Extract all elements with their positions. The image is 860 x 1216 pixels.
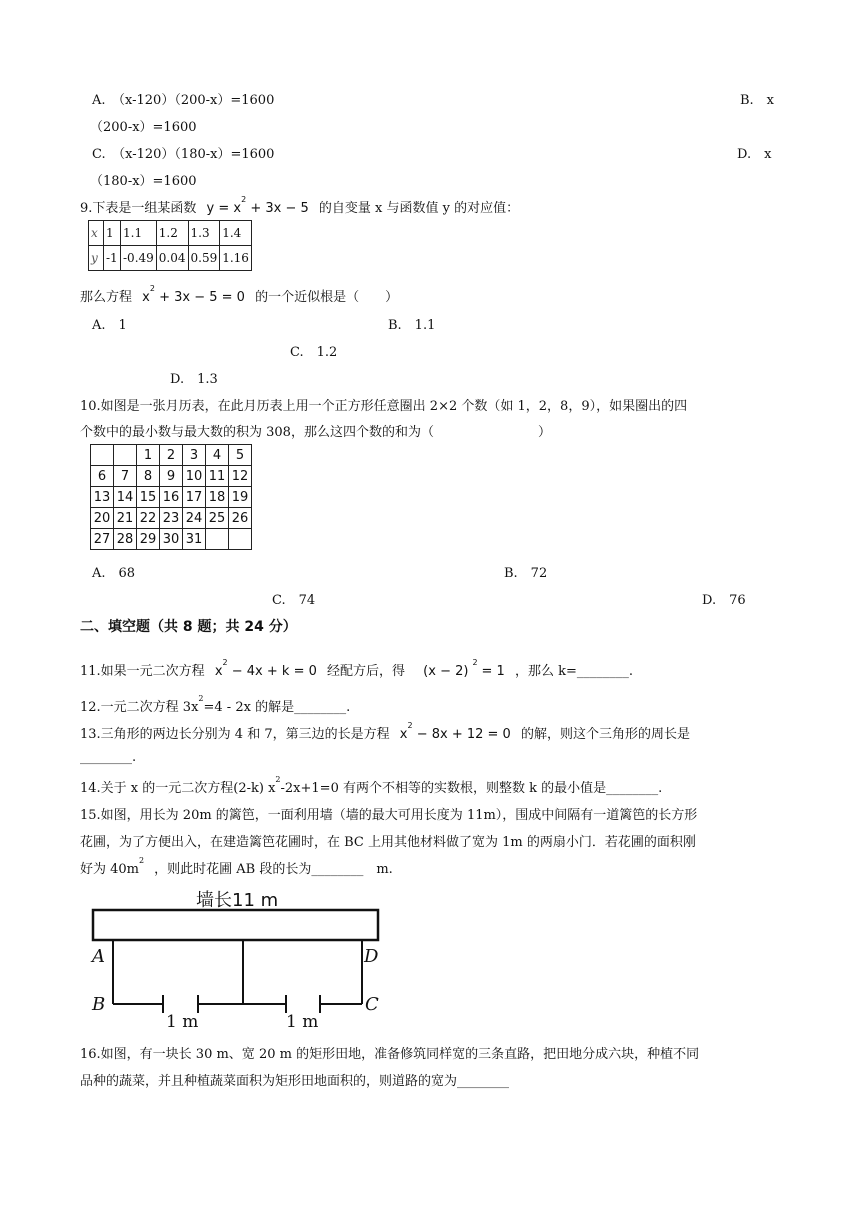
calendar-cell: 20	[91, 508, 114, 529]
calendar-cell: 25	[206, 508, 229, 529]
q9-y-cell: -0.49	[121, 246, 157, 271]
calendar-cell	[91, 445, 114, 466]
q12-post: =4 - 2x 的解是________.	[203, 700, 351, 715]
gate1-label: 1 m	[166, 1012, 199, 1030]
q14: 14.关于 x 的一元二次方程(2-k) $x^2-2x+1=0$ 有两个不相等的实数根，则整数 k 的最小值是________.	[80, 775, 663, 796]
calendar-cell: 8	[137, 466, 160, 487]
q15-line3: 好为 $40m^2$，则此时花圃 AB 段的长为________ m.	[80, 856, 393, 877]
calendar-cell: 15	[137, 487, 160, 508]
q9-ask-eq: $x^2 + 3x - 5 = 0$	[142, 284, 245, 305]
q10-option-d: D. 76	[702, 593, 746, 608]
point-a-label: A	[92, 946, 105, 967]
q16-line2: 品种的蔬菜，并且种植蔬菜面积为矩形田地面积的，则道路的宽为________	[80, 1074, 510, 1089]
q11-eq: $x^2 - 4x + k = 0$	[214, 658, 317, 679]
q9-option-b: B. 1.1	[388, 318, 436, 333]
q10-stem-line1: 10.如图是一张月历表，在此月历表上用一个正方形任意圈出 2×2 个数（如 1，2，8，9），如果圈出的四	[80, 399, 688, 414]
q9-ask-post: 的一个近似根是（ ）	[255, 290, 399, 305]
calendar-cell: 7	[114, 466, 137, 487]
q13-eq: $x^2 - 8x + 12 = 0$	[399, 721, 511, 742]
q13-pre: 13.三角形的两边长分别为 4 和 7，第三边的长是方程	[80, 727, 390, 742]
q9-y-row	[89, 246, 252, 271]
q11-pre: 11.如果一元二次方程	[80, 664, 205, 679]
calendar-cell: 6	[91, 466, 114, 487]
wall-label: 墙长11 m	[196, 890, 279, 911]
q10-stem-line2: 个数中的最小数与最大数的积为 308，那么这四个数的和为（ ）	[80, 425, 551, 440]
calendar-cell: 19	[229, 487, 252, 508]
calendar-row	[91, 487, 252, 508]
q13	[80, 723, 690, 742]
q9-y-cell: 0.59	[188, 246, 220, 271]
q9-value-table	[88, 220, 252, 271]
q9-x-cell: 1.2	[156, 221, 188, 246]
q8-option-c: C. （x-120）（180-x）=1600	[92, 147, 275, 162]
calendar-row	[91, 445, 252, 466]
q11-mid: 经配方后，得	[327, 664, 406, 679]
q9-option-c: C. 1.2	[290, 345, 338, 360]
q9-y-cell: -1	[104, 246, 121, 271]
calendar-cell: 13	[91, 487, 114, 508]
q9-y-cell: 0.04	[156, 246, 188, 271]
calendar-cell: 24	[183, 508, 206, 529]
point-c-label: C	[365, 994, 379, 1015]
q8-option-b-head: B. x	[740, 93, 775, 108]
wall	[93, 910, 378, 940]
calendar-cell: 9	[160, 466, 183, 487]
calendar-cell: 22	[137, 508, 160, 529]
q9-x-cell: 1.3	[188, 221, 220, 246]
q14-pre: 14.关于 x 的一元二次方程(2-k) x	[80, 781, 276, 796]
calendar-cell: 17	[183, 487, 206, 508]
section-heading: 二、填空题（共 8 题；共 24 分）	[80, 619, 297, 635]
q15-line3-post: ，则此时花圃 AB 段的长为________ m.	[154, 862, 393, 877]
q11-post: ，那么 k=________.	[514, 664, 634, 679]
q15-line1: 15.如图，用长为 20m 的篱笆，一面利用墙（墙的最大可用长度为 11m），围成中间隔有一道篱笆的长方形	[80, 808, 698, 823]
calendar-cell: 1	[137, 445, 160, 466]
point-d-label: D	[364, 946, 379, 967]
q9-x-cell: 1	[104, 221, 121, 246]
calendar-cell: 11	[206, 466, 229, 487]
point-b-label: B	[92, 994, 106, 1015]
q9-ask-pre: 那么方程	[80, 290, 133, 305]
q15-garden-figure	[86, 882, 386, 1030]
calendar-cell: 2	[160, 445, 183, 466]
q8-option-b-tail: （200-x）=1600	[90, 120, 197, 135]
calendar-cell: 18	[206, 487, 229, 508]
calendar-cell: 3	[183, 445, 206, 466]
q9-option-d: D. 1.3	[170, 372, 218, 387]
q15-line2: 花圃，为了方便出入，在建造篱笆花圃时，在 BC 上用其他材料做了宽为 1m 的两扇小门．若花圃的面积刚	[80, 835, 696, 850]
q10-option-b: B. 72	[504, 566, 548, 581]
calendar-cell: 26	[229, 508, 252, 529]
q9-ask	[80, 286, 398, 305]
q9-function-eq: $y = x^2 + 3x - 5$	[206, 195, 309, 216]
q10-calendar	[90, 444, 252, 550]
calendar-cell: 10	[183, 466, 206, 487]
calendar-row	[91, 508, 252, 529]
q13-post: 的解，则这个三角形的周长是	[520, 727, 690, 742]
q8-option-d-tail: （180-x）=1600	[90, 174, 197, 189]
calendar-cell	[206, 529, 229, 550]
calendar-cell: 4	[206, 445, 229, 466]
calendar-cell: 14	[114, 487, 137, 508]
calendar-cell	[229, 529, 252, 550]
q9-stem-pre: 9.下表是一组某函数	[80, 201, 197, 216]
q16-line1: 16.如图，有一块长 30 m、宽 20 m 的矩形田地，准备修筑同样宽的三条直路，把田地分成六块，种植不同	[80, 1047, 700, 1062]
q11	[80, 660, 633, 679]
q12-pre: 12.一元二次方程 3x	[80, 700, 199, 715]
q9-option-a: A. 1	[92, 318, 127, 333]
q9-x-label: x	[89, 221, 104, 246]
calendar-row	[91, 466, 252, 487]
q9-y-cell: 1.16	[220, 246, 252, 271]
q10-option-a: A. 68	[92, 566, 136, 581]
calendar-row	[91, 529, 252, 550]
calendar-cell: 23	[160, 508, 183, 529]
calendar-cell: 21	[114, 508, 137, 529]
q9-x-row	[89, 221, 252, 246]
q9-stem	[80, 197, 519, 216]
calendar-cell: 29	[137, 529, 160, 550]
q14-post: -2x+1=0 有两个不相等的实数根，则整数 k 的最小值是________.	[280, 781, 663, 796]
q13-line2: ________.	[80, 750, 137, 765]
calendar-cell: 5	[229, 445, 252, 466]
calendar-cell: 30	[160, 529, 183, 550]
q11-eq2: $(x - 2)^2= 1$	[423, 658, 505, 679]
calendar-cell	[114, 445, 137, 466]
q8-option-d-head: D. x	[737, 147, 772, 162]
q9-y-label: y	[89, 246, 104, 271]
gate2-label: 1 m	[286, 1012, 319, 1030]
q9-stem-post: 的自变量 x 与函数值 y 的对应值：	[318, 201, 520, 216]
calendar-cell: 31	[183, 529, 206, 550]
q10-option-c: C. 74	[272, 593, 316, 608]
calendar-cell: 28	[114, 529, 137, 550]
q8-option-a: A. （x-120）（200-x）=1600	[92, 93, 275, 108]
q15-line3-pre: 好为 40m	[80, 862, 140, 877]
q12: 12.一元二次方程 $3x^2=4 - 2x$ 的解是________.	[80, 694, 351, 715]
calendar-cell: 27	[91, 529, 114, 550]
calendar-cell: 12	[229, 466, 252, 487]
q9-x-cell: 1.4	[220, 221, 252, 246]
q9-x-cell: 1.1	[121, 221, 157, 246]
calendar-cell: 16	[160, 487, 183, 508]
